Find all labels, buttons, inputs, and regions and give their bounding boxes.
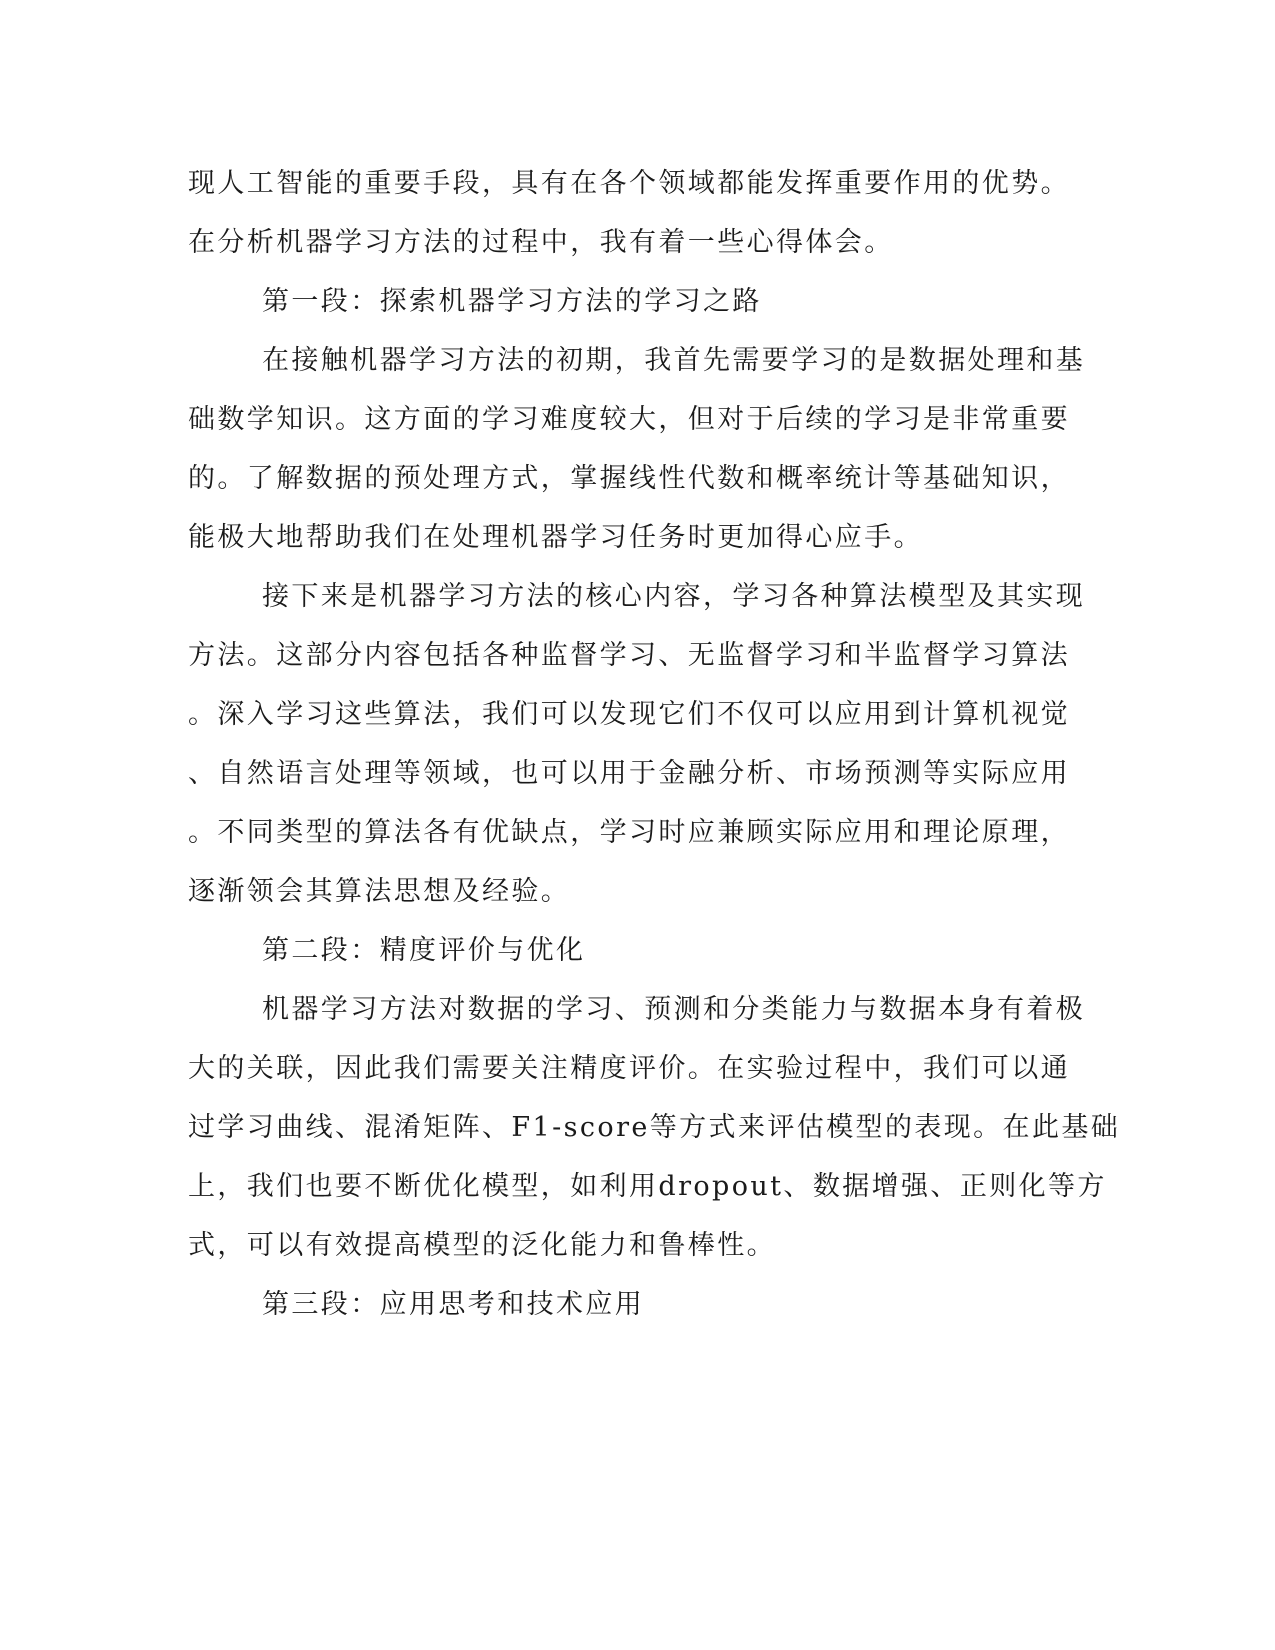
paragraph-line: 。深入学习这些算法，我们可以发现它们不仅可以应用到计算机视觉 [188,699,1070,730]
paragraph-line: 大的关联，因此我们需要关注精度评价。在实验过程中，我们可以通 [188,1053,1070,1084]
section-heading-1: 第一段：探索机器学习方法的学习之路 [262,286,762,317]
paragraph-line: 机器学习方法对数据的学习、预测和分类能力与数据本身有着极 [262,994,1086,1025]
paragraph-line: 方法。这部分内容包括各种监督学习、无监督学习和半监督学习算法 [188,640,1070,671]
paragraph-line: 能极大地帮助我们在处理机器学习任务时更加得心应手。 [188,522,923,553]
section-heading-3: 第三段：应用思考和技术应用 [262,1289,645,1320]
paragraph-line: 。不同类型的算法各有优缺点，学习时应兼顾实际应用和理论原理， [188,817,1070,848]
paragraph-line: 础数学知识。这方面的学习难度较大，但对于后续的学习是非常重要 [188,404,1070,435]
paragraph-line: 接下来是机器学习方法的核心内容，学习各种算法模型及其实现 [262,581,1086,612]
paragraph-line: 逐渐领会其算法思想及经验。 [188,876,571,907]
paragraph-line: 、自然语言处理等领域，也可以用于金融分析、市场预测等实际应用 [188,758,1070,789]
section-heading-2: 第二段：精度评价与优化 [262,935,586,966]
paragraph-line: 现人工智能的重要手段，具有在各个领域都能发挥重要作用的优势。 [188,168,1070,199]
paragraph-line: 在分析机器学习方法的过程中，我有着一些心得体会。 [188,227,894,258]
paragraph-line: 的。了解数据的预处理方式，掌握线性代数和概率统计等基础知识， [188,463,1070,494]
paragraph-line: 上，我们也要不断优化模型，如利用dropout、数据增强、正则化等方 [188,1171,1107,1202]
paragraph-line: 式，可以有效提高模型的泛化能力和鲁棒性。 [188,1230,776,1261]
paragraph-line: 过学习曲线、混淆矩阵、F1-score等方式来评估模型的表现。在此基础 [188,1112,1121,1143]
paragraph-line: 在接触机器学习方法的初期，我首先需要学习的是数据处理和基 [262,345,1086,376]
